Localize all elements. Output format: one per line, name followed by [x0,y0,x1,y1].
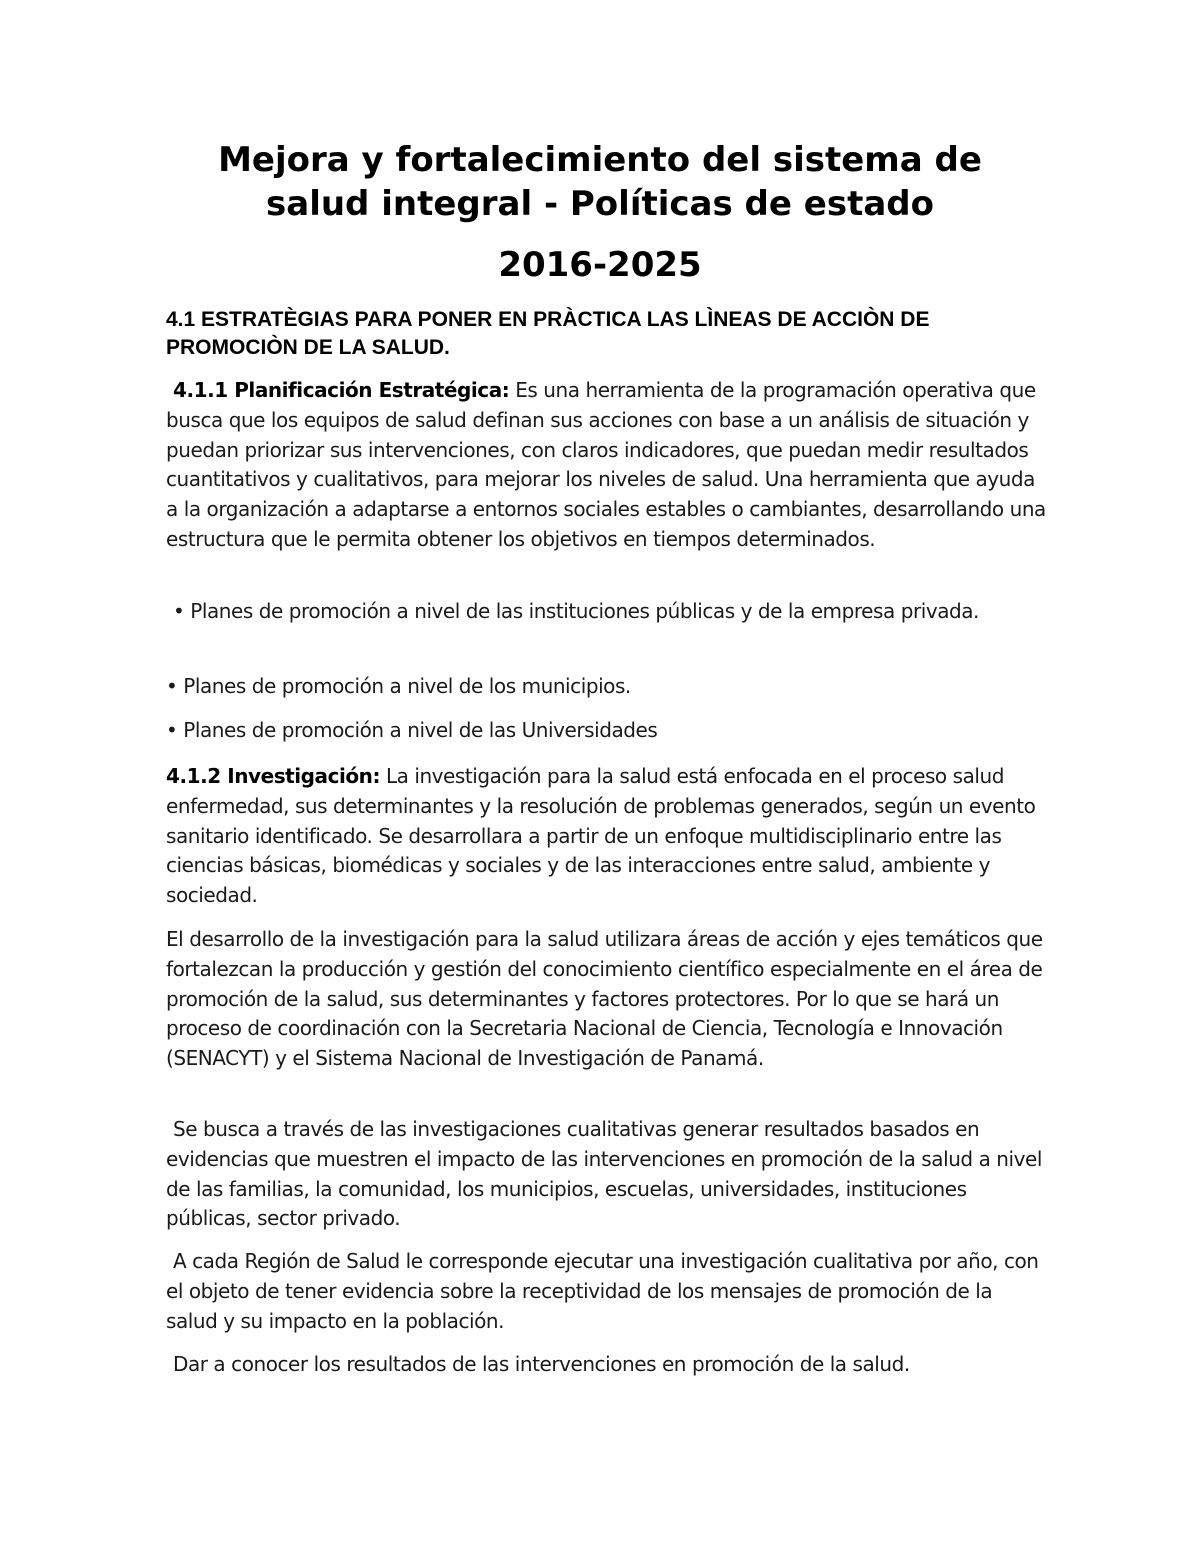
paragraph-investigacion [166,762,1046,911]
title-line-2: salud integral - Políticas de estado [266,184,934,224]
title-years: 2016-2025 [498,245,702,285]
planificacion-text: Es una herramienta de la programación operativa que busca que los equipos de salud definan sus acciones con base a un análisis de situación y puedan priorizar sus intervenciones, con claros indicadores, que puedan medir resultados cuantitativos y cualitativos, para mejorar los niveles de salud. Una herramienta que ayuda a la organización a adaptarse a entornos sociales estables o cambiantes, desarrollando una estructura que le permita obtener los objetivos en tiempos determinados. [166,378,1046,551]
paragraph-planificacion [166,376,1046,555]
body-paragraph: Se busca a través de las investigaciones cualitativas generar resultados basados en evidencias que muestren el impacto de las intervenciones en promoción de la salud a nivel de las familias, la comunidad, los municipios, escuelas, universidades, instituciones públicas, sector privado. [166,1117,1042,1231]
title-line-1: Mejora y fortalecimiento del sistema de [218,140,982,180]
bullet-item: • Planes de promoción a nivel de las Universidades [166,718,658,742]
section-heading-line-1: 4.1 ESTRATÈGIAS PARA PONER EN PRÀCTICA LAS LÌNEAS DE ACCIÒN DE [166,308,930,331]
section-heading [166,306,1046,362]
bullet-item: • Planes de promoción a nivel de las instituciones públicas y de la empresa privada. [173,599,979,623]
document-title [120,138,1080,226]
bullet-item: • Planes de promoción a nivel de los municipios. [166,674,631,698]
section-heading-line-2: PROMOCIÒN DE LA SALUD. [166,336,450,359]
subheading-investigacion: 4.1.2 Investigación: [166,764,381,788]
subheading-planificacion: 4.1.1 Planificación Estratégica: [173,378,510,402]
body-paragraph: Dar a conocer los resultados de las intervenciones en promoción de la salud. [173,1352,910,1376]
body-paragraph: El desarrollo de la investigación para la salud utilizara áreas de acción y ejes temáticos que fortalezcan la producción y gestión del conocimiento científico especialmente en el área de promoción de la salud, sus determinantes y factores protectores. Por lo que se hará un proceso de coordinación con la Secretaria Nacional de Ciencia, Tecnología e Innovación (SENACYT) y el Sistema Nacional de Investigación de Panamá. [166,927,1043,1071]
body-paragraph: A cada Región de Salud le corresponde ejecutar una investigación cualitativa por año, con el objeto de tener evidencia sobre la receptividad de los mensajes de promoción de la salud y su impacto en la población. [166,1249,1039,1333]
investigacion-text: La investigación para la salud está enfocada en el proceso salud enfermedad, sus determinantes y la resolución de problemas generados, según un evento sanitario identificado. Se desarrollara a partir de un enfoque multidisciplinario entre las ciencias básicas, biomédicas y sociales y de las interacciones entre salud, ambiente y sociedad. [166,764,1036,908]
